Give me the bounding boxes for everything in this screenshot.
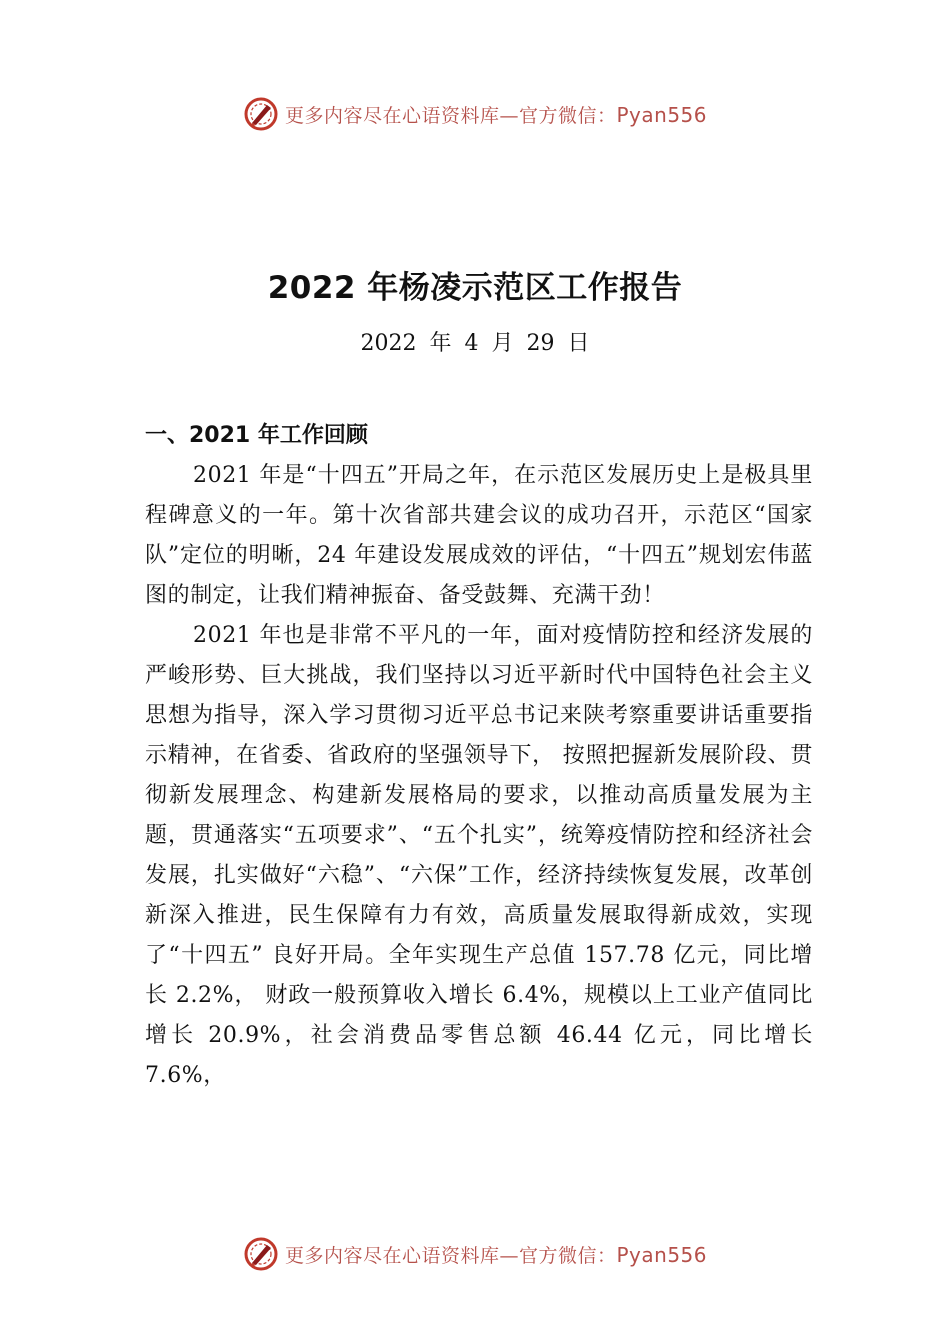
wechat-id: Pyan556 (616, 1242, 708, 1267)
document-title: 2022 年杨凌示范区工作报告 (267, 270, 683, 306)
document-body (145, 416, 813, 1096)
watermark-banner-top (0, 94, 950, 134)
wechat-id: Pyan556 (616, 102, 708, 127)
watermark-banner-bottom (0, 1234, 950, 1274)
pen-seal-icon (243, 96, 279, 132)
pen-seal-icon (243, 1236, 279, 1272)
watermark-text: 更多内容尽在心语资料库—官方微信：Pyan556 (284, 1242, 708, 1267)
section-heading: 一、2021 年工作回顾 (145, 423, 368, 448)
paragraph: 2021 年是“十四五”开局之年，在示范区发展历史上是极具里程碑意义的一年。第十次省部共建会议的成功召开，示范区“国家队”定位的明晰，24 年建设发展成效的评估，“十四五”规划宏伟蓝图的制定，让我们精神振奋、备受鼓舞、充满干劲！ (145, 463, 813, 608)
paragraph: 2021 年也是非常不平凡的一年，面对疫情防控和经济发展的严峻形势、巨大挑战，我们坚持以习近平新时代中国特色社会主义思想为指导，深入学习贯彻习近平总书记来陕考察重要讲话重要指示精神，在省委、省政府的坚强领导下， 按照把握新发展阶段、贯彻新发展理念、构建新发展格局的要求，以推动高质量发展为主题，贯通落实“五项要求”、“五个扎实”，统筹疫情防控和经济社会发展，扎实做好“六稳”、“六保”工作，经济持续恢复发展，改革创新深入推进，民生保障有力有效，高质量发展取得新成效，实现了“十四五” 良好开局。全年实现生产总值 157.78 亿元，同比增长 2.2%， 财政一般预算收入增长 6.4%，规模以上工业产值同比增长 20.9%，社会消费品零售总额 46.44 亿元，同比增长 7.6%， (145, 623, 813, 1088)
document-date: 2022 年 4 月 29 日 (360, 331, 590, 356)
watermark-text: 更多内容尽在心语资料库—官方微信：Pyan556 (284, 102, 708, 127)
